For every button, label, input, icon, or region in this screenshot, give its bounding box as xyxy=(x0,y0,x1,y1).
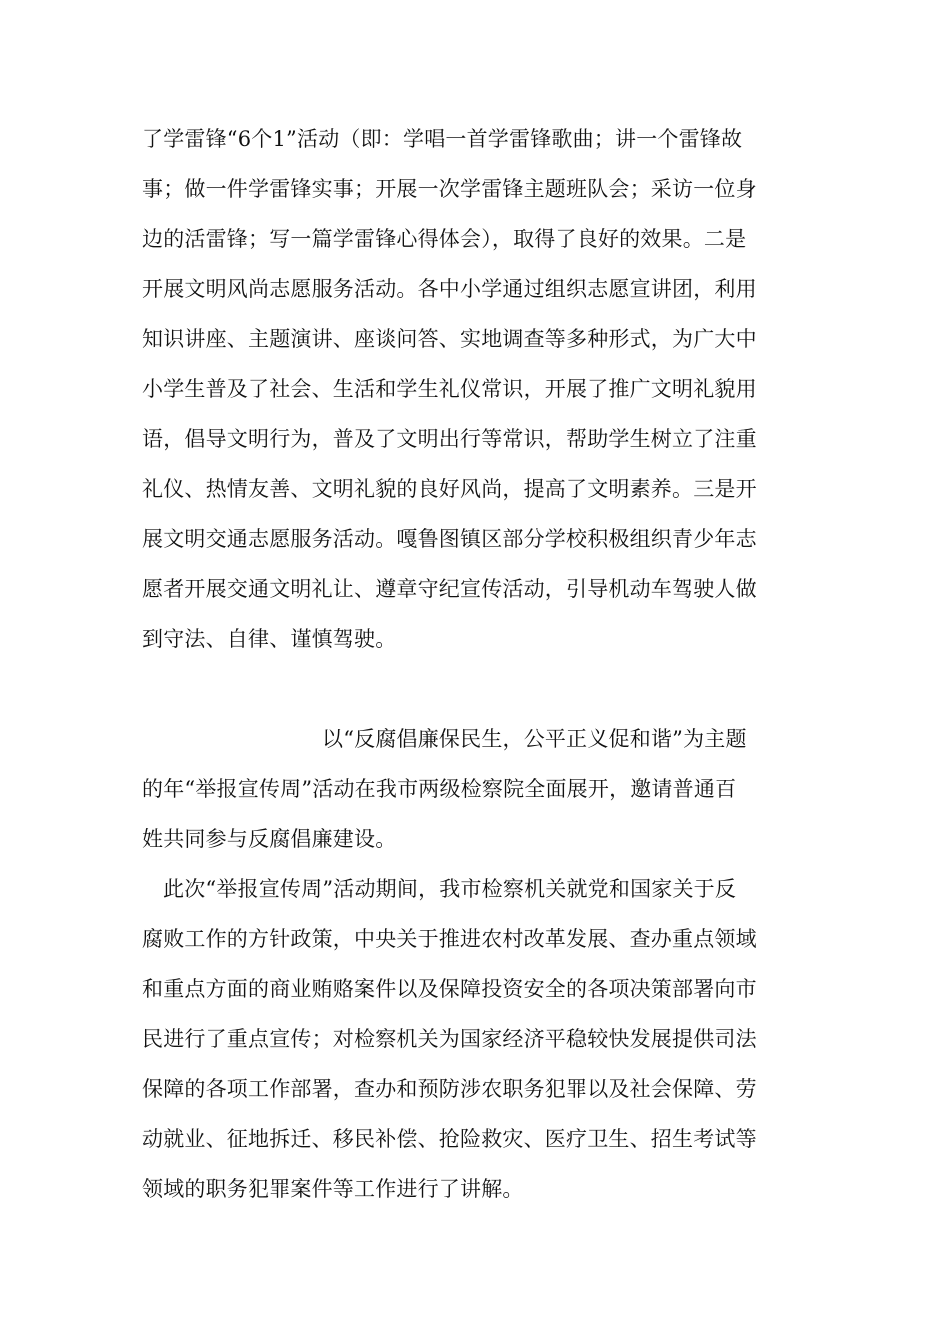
text-line: 知识讲座、主题演讲、座谈问答、实地调查等多种形式，为广大中 xyxy=(142,327,757,351)
text-line: 腐败工作的方针政策，中央关于推进农村改革发展、查办重点领域 xyxy=(142,927,757,951)
text-line: 了学雷锋“6个1”活动（即：学唱一首学雷锋歌曲；讲一个雷锋故 xyxy=(142,127,743,151)
text-line: 小学生普及了社会、生活和学生礼仪常识，开展了推广文明礼貌用 xyxy=(142,377,757,401)
text-line: 事；做一件学雷锋实事；开展一次学雷锋主题班队会；采访一位身 xyxy=(142,177,757,201)
text-line: 的年“举报宣传周”活动在我市两级检察院全面展开，邀请普通百 xyxy=(142,777,737,801)
text-line: 语，倡导文明行为，普及了文明出行等常识，帮助学生树立了注重 xyxy=(142,427,757,451)
text-line: 边的活雷锋；写一篇学雷锋心得体会），取得了良好的效果。二是 xyxy=(142,227,747,251)
text-line: 礼仪、热情友善、文明礼貌的良好风尚，提高了文明素养。三是开 xyxy=(142,477,757,501)
text-line: 以“反腐倡廉保民生，公平正义促和谐”为主题 xyxy=(322,727,747,751)
text-line: 此次“举报宣传周”活动期间，我市检察机关就党和国家关于反 xyxy=(163,877,737,901)
text-line: 动就业、征地拆迁、移民补偿、抢险救灾、医疗卫生、招生考试等 xyxy=(142,1127,757,1151)
text-line: 展文明交通志愿服务活动。嘎鲁图镇区部分学校积极组织青少年志 xyxy=(142,527,757,551)
text-line: 到守法、自律、谨慎驾驶。 xyxy=(142,627,397,651)
text-line: 愿者开展交通文明礼让、遵章守纪宣传活动，引导机动车驾驶人做 xyxy=(142,577,757,601)
text-line: 姓共同参与反腐倡廉建设。 xyxy=(142,827,397,851)
text-line: 保障的各项工作部署，查办和预防涉农职务犯罪以及社会保障、劳 xyxy=(142,1077,757,1101)
text-line: 民进行了重点宣传；对检察机关为国家经济平稳较快发展提供司法 xyxy=(142,1027,757,1051)
text-line: 和重点方面的商业贿赂案件以及保障投资安全的各项决策部署向市 xyxy=(142,977,757,1001)
text-line: 领域的职务犯罪案件等工作进行了讲解。 xyxy=(142,1177,524,1201)
text-line: 开展文明风尚志愿服务活动。各中小学通过组织志愿宣讲团，利用 xyxy=(142,277,757,301)
